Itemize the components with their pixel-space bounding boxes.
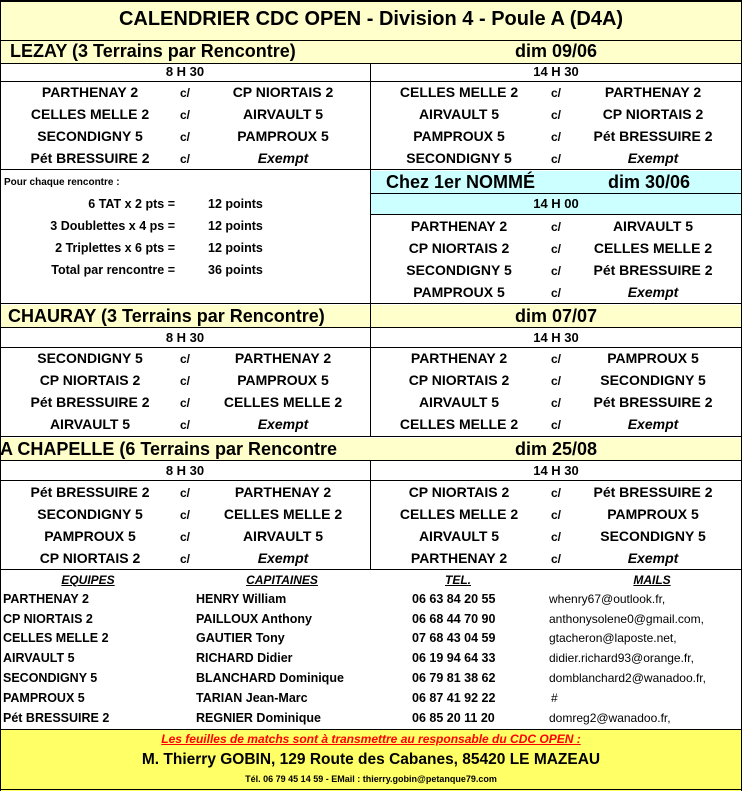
team-home: Pét BRESSUIRE 2 bbox=[30, 484, 150, 500]
contact-tel: 07 68 43 04 59 bbox=[412, 631, 496, 645]
round4-date: dim 25/08 bbox=[514, 439, 598, 459]
team-home: CELLES MELLE 2 bbox=[399, 84, 519, 100]
round4-time-morning: 8 H 30 bbox=[165, 463, 205, 478]
scoring-value: 12 points bbox=[208, 219, 263, 233]
contact-team: Pét BRESSUIRE 2 bbox=[3, 711, 110, 725]
scoring-label: 3 Doublettes x 4 ps = bbox=[50, 219, 175, 233]
team-home: SECONDIGNY 5 bbox=[37, 128, 143, 144]
team-home: SECONDIGNY 5 bbox=[37, 350, 143, 366]
round3-time-morning: 8 H 30 bbox=[165, 330, 205, 345]
contact-tel: 06 68 44 70 90 bbox=[412, 612, 496, 626]
team-away: Pét BRESSUIRE 2 bbox=[593, 484, 713, 500]
versus: c/ bbox=[179, 552, 191, 566]
team-home: SECONDIGNY 5 bbox=[406, 262, 512, 278]
contact-mail[interactable]: domreg2@wanadoo.fr, bbox=[549, 711, 671, 725]
versus: c/ bbox=[179, 530, 191, 544]
exempt-label: Exempt bbox=[627, 416, 679, 432]
team-home: CELLES MELLE 2 bbox=[399, 506, 519, 522]
scoring-value: 36 points bbox=[208, 263, 263, 277]
team-home: PAMPROUX 5 bbox=[413, 128, 505, 144]
team-home: SECONDIGNY 5 bbox=[406, 150, 512, 166]
round2-date: dim 30/06 bbox=[608, 172, 691, 192]
team-away: PAMPROUX 5 bbox=[607, 350, 699, 366]
team-away: Pét BRESSUIRE 2 bbox=[593, 128, 713, 144]
versus: c/ bbox=[179, 352, 191, 366]
team-home: AIRVAULT 5 bbox=[418, 528, 500, 544]
team-home: CP NIORTAIS 2 bbox=[408, 240, 510, 256]
team-away: SECONDIGNY 5 bbox=[600, 528, 706, 544]
contact-captain: PAILLOUX Anthony bbox=[196, 612, 312, 626]
footer-note: Les feuilles de matchs sont à transmettre au responsable du CDC OPEN : bbox=[161, 732, 581, 746]
contact-mail[interactable]: anthonysolene0@gmail.com, bbox=[549, 612, 704, 626]
scoring-label: 6 TAT x 2 pts = bbox=[88, 197, 175, 211]
contact-tel: 06 87 41 92 22 bbox=[412, 691, 496, 705]
team-home: AIRVAULT 5 bbox=[418, 394, 500, 410]
team-home: CELLES MELLE 2 bbox=[30, 106, 150, 122]
versus: c/ bbox=[179, 486, 191, 500]
round1-date: dim 09/06 bbox=[514, 41, 598, 61]
round3-date: dim 07/07 bbox=[514, 306, 598, 326]
versus: c/ bbox=[550, 264, 562, 278]
team-home: CP NIORTAIS 2 bbox=[39, 550, 141, 566]
exempt-label: Exempt bbox=[627, 550, 679, 566]
contacts-header-teams: EQUIPES bbox=[61, 573, 115, 587]
team-away: CELLES MELLE 2 bbox=[593, 240, 713, 256]
scoring-label: 2 Triplettes x 6 pts = bbox=[55, 241, 175, 255]
team-away: PARTHENAY 2 bbox=[604, 84, 702, 100]
page-title: CALENDRIER CDC OPEN - Division 4 - Poule A (D4A) bbox=[118, 8, 624, 30]
contact-tel: 06 85 20 11 20 bbox=[412, 711, 495, 725]
team-away: Pét BRESSUIRE 2 bbox=[593, 394, 713, 410]
contact-team: CP NIORTAIS 2 bbox=[3, 612, 93, 626]
versus: c/ bbox=[550, 130, 562, 144]
versus: c/ bbox=[179, 130, 191, 144]
contact-team: SECONDIGNY 5 bbox=[3, 671, 98, 685]
versus: c/ bbox=[550, 486, 562, 500]
contact-captain: REGNIER Dominique bbox=[196, 711, 322, 725]
team-home: CP NIORTAIS 2 bbox=[39, 372, 141, 388]
versus: c/ bbox=[550, 508, 562, 522]
versus: c/ bbox=[179, 418, 191, 432]
scoring-label: Total par rencontre = bbox=[51, 263, 175, 277]
footer-address: M. Thierry GOBIN, 129 Route des Cabanes, 85420 LE MAZEAU bbox=[141, 751, 601, 768]
exempt-label: Exempt bbox=[257, 550, 309, 566]
versus: c/ bbox=[550, 530, 562, 544]
round1-time-afternoon: 14 H 30 bbox=[533, 64, 579, 79]
versus: c/ bbox=[550, 220, 562, 234]
team-home: PARTHENAY 2 bbox=[41, 84, 139, 100]
versus: c/ bbox=[550, 552, 562, 566]
team-home: PAMPROUX 5 bbox=[413, 284, 505, 300]
contact-mail[interactable]: whenry67@outlook.fr, bbox=[549, 592, 666, 606]
contact-tel: 06 79 81 38 62 bbox=[412, 671, 496, 685]
versus: c/ bbox=[550, 286, 562, 300]
contact-team: PAMPROUX 5 bbox=[3, 691, 85, 705]
round2-venue: Chez 1er NOMMÉ bbox=[386, 172, 536, 192]
contact-team: CELLES MELLE 2 bbox=[3, 631, 109, 645]
exempt-label: Exempt bbox=[257, 150, 309, 166]
team-away: SECONDIGNY 5 bbox=[600, 372, 706, 388]
scoring-intro: Pour chaque rencontre : bbox=[4, 177, 120, 188]
round3-time-afternoon: 14 H 30 bbox=[533, 330, 579, 345]
team-home: PARTHENAY 2 bbox=[410, 218, 508, 234]
versus: c/ bbox=[179, 86, 191, 100]
team-home: PARTHENAY 2 bbox=[410, 350, 508, 366]
round1-venue: LEZAY (3 Terrains par Rencontre) bbox=[10, 41, 296, 61]
team-home: CP NIORTAIS 2 bbox=[408, 372, 510, 388]
scoring-value: 12 points bbox=[208, 197, 263, 211]
team-home: Pét BRESSUIRE 2 bbox=[30, 394, 150, 410]
team-away: CP NIORTAIS 2 bbox=[232, 84, 334, 100]
versus: c/ bbox=[179, 152, 191, 166]
versus: c/ bbox=[550, 86, 562, 100]
contact-tel: 06 19 94 64 33 bbox=[412, 651, 496, 665]
contact-captain: BLANCHARD Dominique bbox=[196, 671, 344, 685]
round4-venue-clip bbox=[0, 438, 370, 460]
team-home: CP NIORTAIS 2 bbox=[408, 484, 510, 500]
contact-mail: # bbox=[551, 691, 558, 705]
scoring-value: 12 points bbox=[208, 241, 263, 255]
round2-time: 14 H 00 bbox=[533, 196, 579, 211]
round1-time-morning: 8 H 30 bbox=[165, 64, 205, 79]
team-away: PAMPROUX 5 bbox=[237, 372, 329, 388]
versus: c/ bbox=[179, 374, 191, 388]
team-home: SECONDIGNY 5 bbox=[37, 506, 143, 522]
round4-time-afternoon: 14 H 30 bbox=[533, 463, 579, 478]
contact-captain: GAUTIER Tony bbox=[196, 631, 285, 645]
versus: c/ bbox=[179, 396, 191, 410]
versus: c/ bbox=[550, 396, 562, 410]
round3-venue: CHAURAY (3 Terrains par Rencontre) bbox=[8, 306, 325, 326]
contacts-header-captains: CAPITAINES bbox=[246, 573, 318, 587]
contact-team: AIRVAULT 5 bbox=[3, 651, 75, 665]
round4-venue: A CHAPELLE (6 Terrains par Rencontre bbox=[0, 439, 338, 459]
versus: c/ bbox=[550, 242, 562, 256]
contact-mail[interactable]: didier.richard93@orange.fr, bbox=[549, 651, 694, 665]
footer-contact: Tél. 06 79 45 14 59 - EMail : thierry.gobin@petanque79.com bbox=[245, 774, 497, 784]
team-home: AIRVAULT 5 bbox=[49, 416, 131, 432]
contacts-header-mails: MAILS bbox=[633, 573, 671, 587]
team-away: AIRVAULT 5 bbox=[612, 218, 694, 234]
versus: c/ bbox=[550, 374, 562, 388]
contact-mail[interactable]: domblanchard2@wanadoo.fr, bbox=[549, 671, 706, 685]
team-away: PAMPROUX 5 bbox=[607, 506, 699, 522]
team-away: CELLES MELLE 2 bbox=[223, 506, 343, 522]
team-away: CP NIORTAIS 2 bbox=[602, 106, 704, 122]
contact-team: PARTHENAY 2 bbox=[3, 592, 89, 606]
versus: c/ bbox=[550, 418, 562, 432]
team-home: AIRVAULT 5 bbox=[418, 106, 500, 122]
team-away: AIRVAULT 5 bbox=[242, 528, 324, 544]
versus: c/ bbox=[179, 508, 191, 522]
exempt-label: Exempt bbox=[627, 150, 679, 166]
contacts-header-tel: TEL. bbox=[445, 573, 471, 587]
contact-mail[interactable]: gtacheron@laposte.net, bbox=[549, 631, 677, 645]
team-away: PARTHENAY 2 bbox=[234, 484, 332, 500]
team-away: PARTHENAY 2 bbox=[234, 350, 332, 366]
team-home: Pét BRESSUIRE 2 bbox=[30, 150, 150, 166]
team-away: Pét BRESSUIRE 2 bbox=[593, 262, 713, 278]
team-away: PAMPROUX 5 bbox=[237, 128, 329, 144]
team-away: CELLES MELLE 2 bbox=[223, 394, 343, 410]
versus: c/ bbox=[179, 108, 191, 122]
team-home: CELLES MELLE 2 bbox=[399, 416, 519, 432]
contact-tel: 06 63 84 20 55 bbox=[412, 592, 496, 606]
team-away: AIRVAULT 5 bbox=[242, 106, 324, 122]
versus: c/ bbox=[550, 108, 562, 122]
team-home: PARTHENAY 2 bbox=[410, 550, 508, 566]
contact-captain: HENRY William bbox=[196, 592, 287, 606]
exempt-label: Exempt bbox=[627, 284, 679, 300]
team-home: PAMPROUX 5 bbox=[44, 528, 136, 544]
contact-captain: RICHARD Didier bbox=[196, 651, 293, 665]
contact-captain: TARIAN Jean-Marc bbox=[196, 691, 308, 705]
versus: c/ bbox=[550, 352, 562, 366]
exempt-label: Exempt bbox=[257, 416, 309, 432]
versus: c/ bbox=[550, 152, 562, 166]
